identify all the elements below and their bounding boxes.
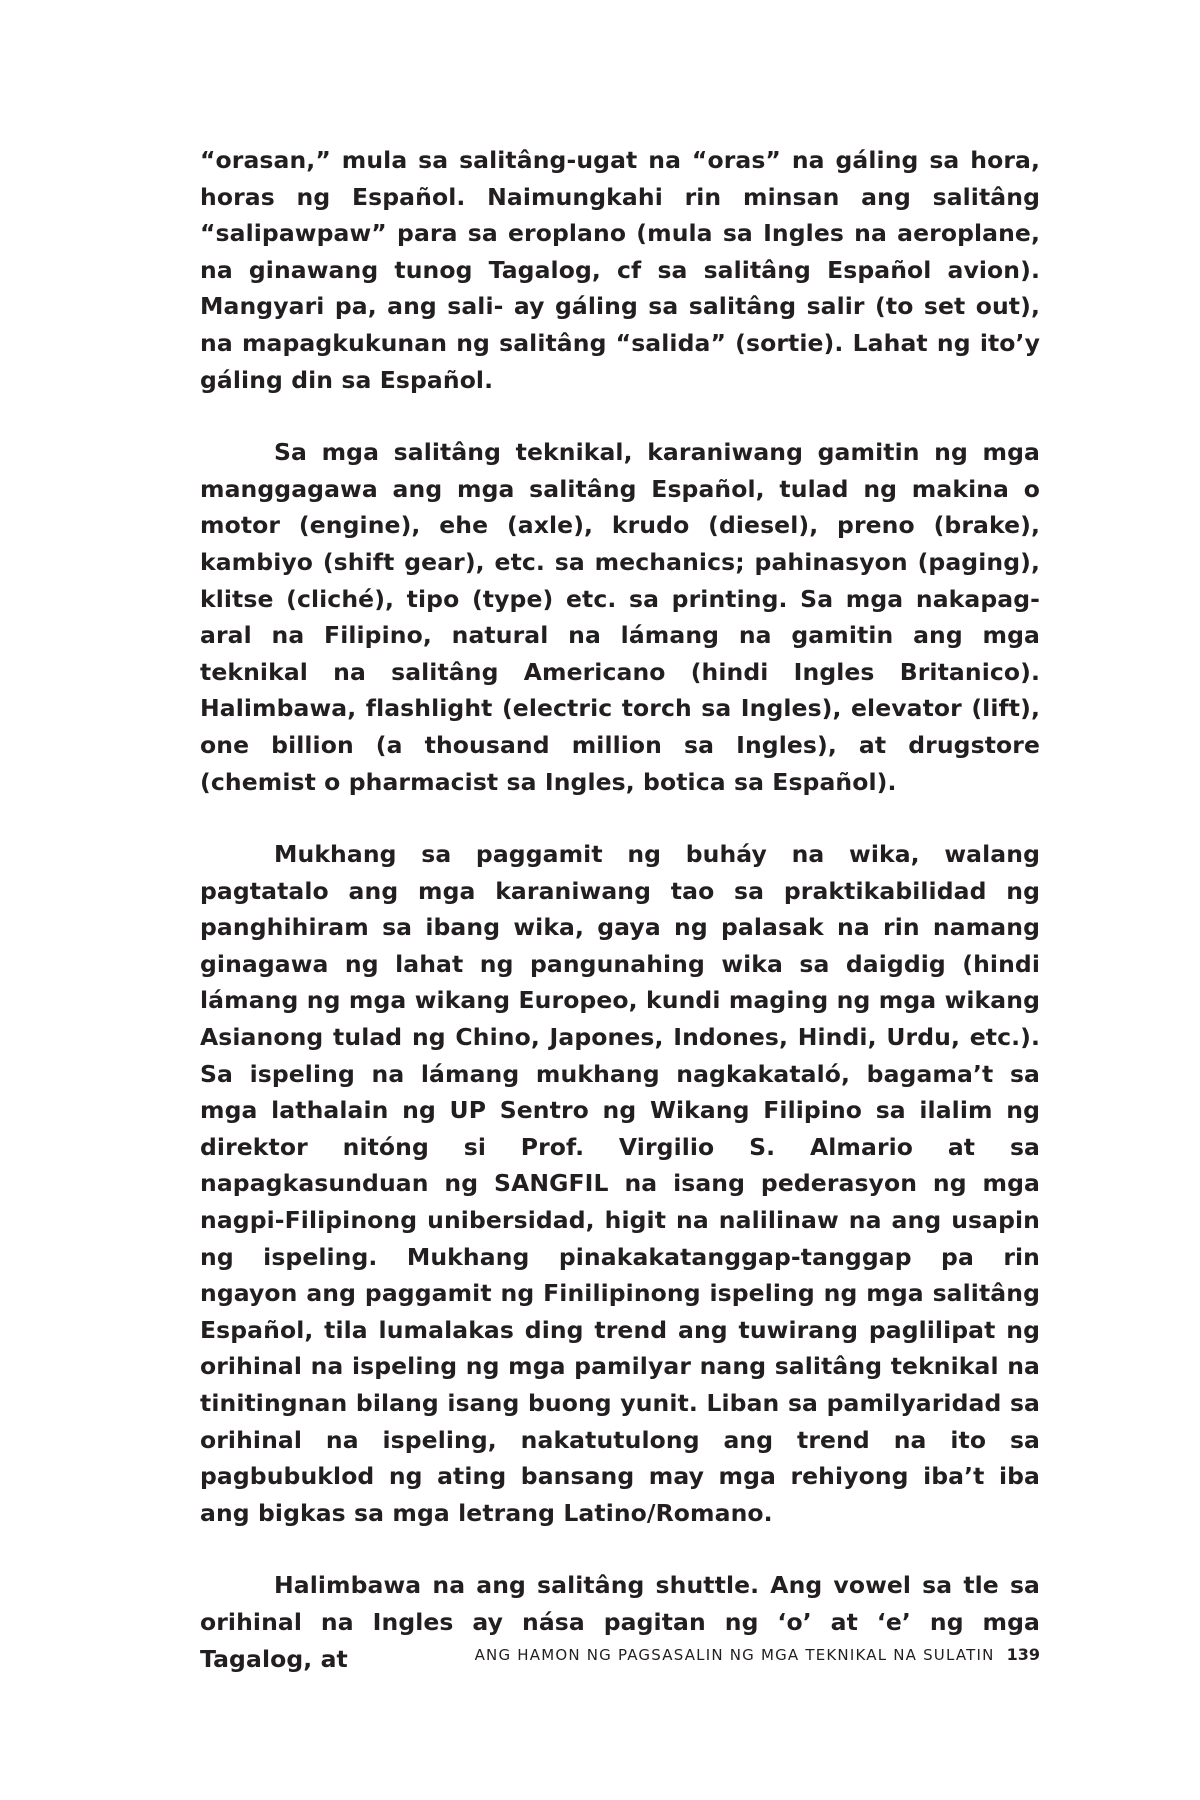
page-number: 139 bbox=[1006, 1645, 1040, 1664]
paragraph-3: Mukhang sa paggamit ng buháy na wika, walang pagtatalo ang mga karaniwang tao sa praktikabilidad ng panghihiram sa ibang wika, gaya ng palasak na rin namang ginagawa ng lahat ng pangunahing wika sa daigdig (hindi lámang ng mga wikang Europeo, kundi maging ng mga wikang Asianong tulad ng Chino, Japones, Indones, Hindi, Urdu, etc.). Sa ispeling na lámang mukhang nagkakataló, bagama’t sa mga lathalain ng UP Sentro ng Wikang Filipino sa ilalim ng direktor nitóng si Prof. Virgilio S. Almario at sa napagkasunduan ng SANGFIL na isang pederasyon ng mga nagpi-Filipinong unibersidad, higit na nalilinaw na ang usapin ng ispeling. Mukhang pinakakatanggap-tanggap pa rin ngayon ang paggamit ng Finilipinong ispeling ng mga salitâng Español, tila lumalakas ding trend ang tuwirang paglilipat ng orihinal na ispeling ng mga pamilyar nang salitâng teknikal na tinitingnan bilang isang buong yunit. Liban sa pamilyaridad sa orihinal na ispeling, nakatutulong ang trend na ito sa pagbubuklod ng ating bansang may mga rehiyong iba’t iba ang bigkas sa mga letrang Latino/Romano. bbox=[200, 840, 1040, 1527]
paragraph-4: Halimbawa na ang salitâng shuttle. Ang vowel sa tle sa orihinal na Ingles ay nása pagitan ng ‘o’ at ‘e’ ng mga Tagalog, at bbox=[200, 1571, 1040, 1673]
body-text bbox=[200, 142, 1040, 1713]
page-footer bbox=[200, 1645, 1040, 1664]
running-title: ANG HAMON NG PAGSASALIN NG MGA TEKNIKAL NA SULATIN bbox=[474, 1646, 995, 1664]
paragraph-2: Sa mga salitâng teknikal, karaniwang gamitin ng mga manggagawa ang mga salitâng Español, tulad ng makina o motor (engine), ehe (axle), krudo (diesel), preno (brake), kambiyo (shift gear), etc. sa mechanics; pahinasyon (paging), klitse (cliché), tipo (type) etc. sa printing. Sa mga nakapag-aral na Filipino, natural na lámang na gamitin ang mga teknikal na salitâng Americano (hindi Ingles Britanico). Halimbawa, flashlight (electric torch sa Ingles), elevator (lift), one billion (a thousand million sa Ingles), at drugstore (chemist o pharmacist sa Ingles, botica sa Español). bbox=[200, 438, 1040, 796]
paragraph-1: “orasan,” mula sa salitâng-ugat na “oras” na gáling sa hora, horas ng Español. Naimungkahi rin minsan ang salitâng “salipawpaw” para sa eroplano (mula sa Ingles na aeroplane, na ginawang tunog Tagalog, cf sa salitâng Español avion). Mangyari pa, ang sali- ay gáling sa salitâng salir (to set out), na mapagkukunan ng salitâng “salida” (sortie). Lahat ng ito’y gáling din sa Español. bbox=[200, 146, 1040, 394]
